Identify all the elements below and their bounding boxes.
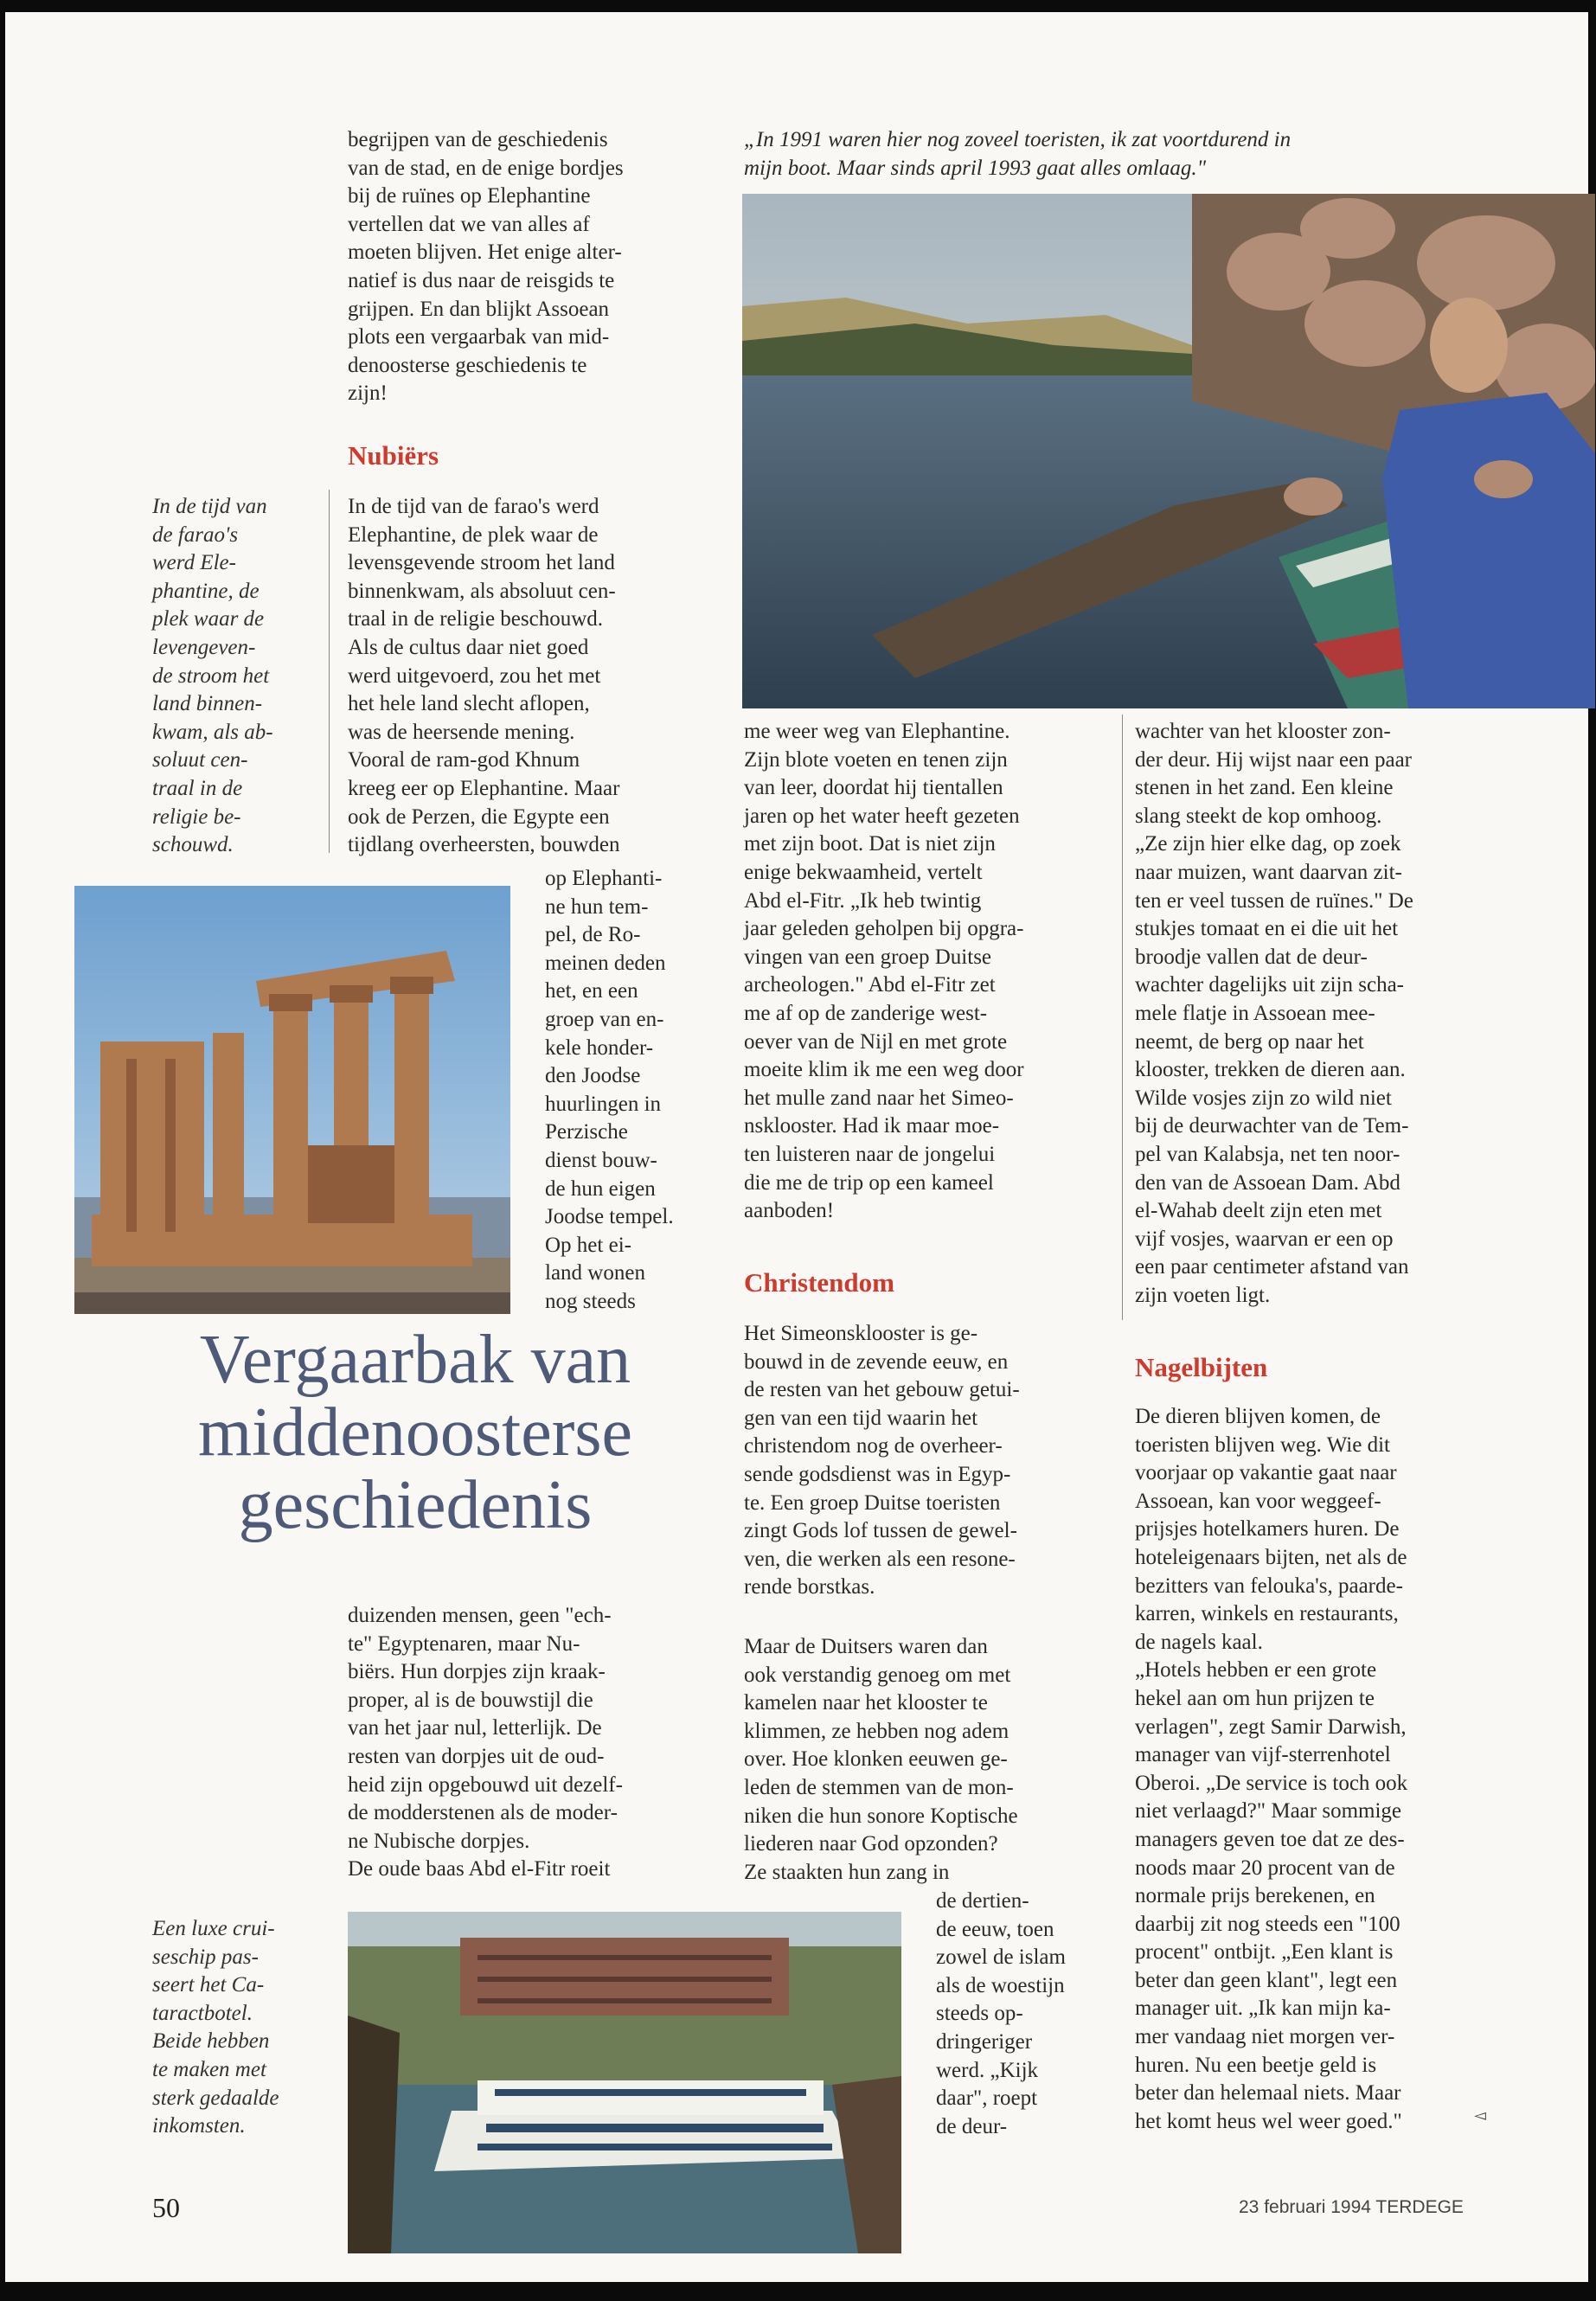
page-number: 50 xyxy=(152,2192,180,2223)
col1d-line: biërs. Hun dorpjes zijn kraak- xyxy=(348,1660,606,1684)
col1c-line: ne hun tem- xyxy=(545,894,649,919)
column-1-intro xyxy=(348,126,711,408)
boatman-illustration xyxy=(742,194,1595,708)
col3b-line: Assoean, kan voor weggeef- xyxy=(1135,1489,1381,1513)
col1b-line: werd uitgevoerd, zou het met xyxy=(348,663,601,688)
col3b-line: bezitters van felouka's, paarde- xyxy=(1135,1574,1403,1598)
cruise-ship-illustration xyxy=(348,1912,901,2253)
col3b-line: huren. Nu een beetje geld is xyxy=(1135,2053,1377,2077)
col2d-line: zowel de islam xyxy=(936,1945,1066,1970)
col1b-line: binnenkwam, als absoluut cen- xyxy=(348,579,616,603)
col1d-line: van het jaar nul, letterlijk. De xyxy=(348,1716,602,1740)
col1c-line: groep van en- xyxy=(545,1007,664,1031)
col1d-line: proper, al is de bouwstijl die xyxy=(348,1688,593,1712)
col3a-line: ten er veel tussen de ruïnes." De xyxy=(1135,888,1413,913)
col3b-line: voorjaar op vakantie gaat naar xyxy=(1135,1461,1397,1485)
col3a-line: der deur. Hij wijst naar een paar xyxy=(1135,747,1413,772)
col1b-line: In de tijd van de farao's werd xyxy=(348,495,599,518)
col3b-line: manager van vijf-sterrenhotel xyxy=(1135,1743,1391,1767)
side1-line: levengeven- xyxy=(152,635,256,659)
col1c-line: Joodse tempel. xyxy=(545,1205,674,1229)
col3a-line: broodje vallen dat de deur- xyxy=(1135,945,1368,969)
col2c-line: Maar de Duitsers waren dan xyxy=(744,1635,988,1658)
col2b-line: te. Een groep Duitse toeristen xyxy=(744,1490,1001,1515)
col2a-line: ten luisteren naar de jongelui xyxy=(744,1142,996,1166)
col1c-line: huurlingen in xyxy=(545,1092,662,1116)
col1a-line: natief is dus naar de reisgids te xyxy=(348,268,615,292)
col2b-line: bouwd in de zevende eeuw, en xyxy=(744,1349,1009,1374)
column-2-text xyxy=(744,718,1107,1226)
col3a-line: zijn voeten ligt. xyxy=(1135,1283,1271,1307)
col2d-line: de deur- xyxy=(936,2114,1008,2138)
col2b-line: rende borstkas. xyxy=(744,1575,875,1599)
side2-line: te maken met xyxy=(152,2057,266,2081)
col2b-line: zingt Gods lof tussen de gewel- xyxy=(744,1519,1017,1543)
col2a-line: aanboden! xyxy=(744,1199,835,1223)
col3b-line: mer vandaag niet morgen ver- xyxy=(1135,2025,1395,2049)
headline xyxy=(130,1324,701,1541)
col1d-line: De oude baas Abd el-Fitr roeit xyxy=(348,1857,611,1881)
col2a-line: jaar geleden geholpen bij opgra- xyxy=(744,917,1024,941)
col3a-line: wachter dagelijks uit zijn scha- xyxy=(1135,973,1404,997)
col2a-line: Zijn blote voeten en tenen zijn xyxy=(744,747,1008,772)
col1c-line: pel, de Ro- xyxy=(545,923,641,947)
footer-issue-date: 23 februari 1994 TERDEGE xyxy=(1239,2197,1464,2217)
col1c-line: Op het ei- xyxy=(545,1233,631,1257)
scan-edge-left xyxy=(0,0,5,2301)
col2a-line: met zijn boot. Dat is niet zijn xyxy=(744,832,996,856)
scan-edge-top xyxy=(0,0,1596,12)
col2b-line: gen van een tijd waarin het xyxy=(744,1406,978,1430)
col3b-line: beter dan helemaal niets. Maar xyxy=(1135,2081,1401,2106)
col1b-line: het hele land slecht aflopen, xyxy=(348,692,590,716)
col2a-line: moeite klim ik me een weg door xyxy=(744,1058,1024,1082)
col2c-line: kamelen naar het klooster te xyxy=(744,1691,988,1715)
temple-illustration xyxy=(74,886,510,1314)
col3b-line: beter dan geen klant", legt een xyxy=(1135,1968,1398,1992)
col2c-line: klimmen, ze hebben nog adem xyxy=(744,1719,1010,1743)
col1d-line: te" Egyptenaren, maar Nu- xyxy=(348,1631,580,1656)
col2a-line: me weer weg van Elephantine. xyxy=(744,720,1010,743)
col3b-line: toeristen blijven weg. Wie dit xyxy=(1135,1433,1390,1457)
col1c-line: het, en een xyxy=(545,979,638,1003)
col2c-line: ook verstandig genoeg om met xyxy=(744,1663,1011,1687)
column-3-nagelbijten xyxy=(1135,1403,1498,2136)
col2a-line: jaren op het water heeft gezeten xyxy=(744,804,1020,828)
col1a-line: bij de ruïnes op Elephantine xyxy=(348,184,591,208)
col2a-line: enige bekwaamheid, vertelt xyxy=(744,860,983,884)
headline-line: Vergaarbak van xyxy=(199,1322,631,1398)
col1c-line: Perzische xyxy=(545,1120,628,1144)
col1b-line: Vooral de ram-god Khnum xyxy=(348,748,580,772)
col1d-line: ne Nubische dorpjes. xyxy=(348,1829,530,1853)
column-1-wrap xyxy=(545,865,718,1317)
col2d-line: daar", roept xyxy=(936,2086,1038,2111)
col3a-line: el-Wahab deelt zijn eten met xyxy=(1135,1199,1382,1223)
col3b-line: De dieren blijven komen, de xyxy=(1135,1405,1381,1428)
col3a-line: mele flatje in Assoean mee- xyxy=(1135,1001,1375,1025)
side1-line: plek waar de xyxy=(152,607,265,631)
col1b-line: ook de Perzen, die Egypte een xyxy=(348,804,610,829)
col3b-line: procent" ontbijt. „Een klant is xyxy=(1135,1940,1394,1965)
col2c-line: niken die hun sonore Koptische xyxy=(744,1804,1018,1828)
col2b-line: sende godsdienst was in Egyp- xyxy=(744,1462,1011,1486)
col3b-line: karren, winkels en restaurants, xyxy=(1135,1602,1399,1626)
col3b-line: hekel aan om hun prijzen te xyxy=(1135,1686,1375,1710)
col1a-line: begrijpen van de geschiedenis xyxy=(348,128,608,151)
side1-line: traal in de xyxy=(152,776,243,800)
subheading-nubiers: Nubiërs xyxy=(348,440,439,471)
side1-line: kwam, als ab- xyxy=(152,720,273,744)
col1a-line: denoosterse geschiedenis te xyxy=(348,353,587,377)
col2b-line: ven, die werken als een resone- xyxy=(744,1547,1016,1571)
col2b-line: Het Simeonsklooster is ge- xyxy=(744,1322,978,1345)
side2-line: sterk gedaalde xyxy=(152,2086,279,2110)
col3a-line: naar muizen, want daarvan zit- xyxy=(1135,860,1402,884)
col1d-line: resten van dorpjes uit de oud- xyxy=(348,1744,605,1768)
col3a-line: neemt, de berg op naar het xyxy=(1135,1029,1364,1054)
side1-line: schouwd. xyxy=(152,833,234,857)
side1-line: soluut cen- xyxy=(152,748,248,772)
col1c-line: meinen deden xyxy=(545,951,666,975)
side1-line: werd Ele- xyxy=(152,551,236,575)
sidebar-quote-1 xyxy=(152,493,325,860)
column-1-nubiers xyxy=(348,493,711,860)
col2a-line: Abd el-Fitr. „Ik heb twintig xyxy=(744,888,982,913)
col2a-line: die me de trip op een kameel xyxy=(744,1170,994,1195)
side1-line: In de tijd van xyxy=(152,495,267,518)
col3b-line: prijsjes hotelkamers huren. De xyxy=(1135,1517,1400,1541)
col1a-line: vertellen dat we van alles af xyxy=(348,212,590,236)
col1b-line: levensgevende stroom het land xyxy=(348,551,615,575)
column-3-text xyxy=(1135,718,1498,1310)
col2a-line: het mulle zand naar het Simeo- xyxy=(744,1086,1014,1110)
temple-photo xyxy=(74,886,510,1314)
col1d-line: heid zijn opgebouwd uit dezelf- xyxy=(348,1772,623,1797)
col3a-line: den van de Assoean Dam. Abd xyxy=(1135,1170,1401,1195)
col3a-line: een paar centimeter afstand van xyxy=(1135,1255,1409,1279)
col1c-line: nog steeds xyxy=(545,1289,636,1313)
sidebar-rule-1 xyxy=(329,490,330,853)
col3a-line: klooster, trekken de dieren aan. xyxy=(1135,1058,1406,1082)
col2d-line: dringeriger xyxy=(936,2029,1033,2054)
side2-line: Beide hebben xyxy=(152,2029,270,2054)
col3b-line: verlagen", zegt Samir Darwish, xyxy=(1135,1715,1407,1739)
col1a-line: moeten blijven. Het enige alter- xyxy=(348,240,622,265)
col3a-line: slang steekt de kop omhoog. xyxy=(1135,804,1382,828)
headline-line: geschiedenis xyxy=(238,1467,593,1543)
col1c-line: op Elephanti- xyxy=(545,867,663,890)
col3a-line: bij de deurwachter van de Tem- xyxy=(1135,1114,1409,1138)
col3b-line: normale prijs berekenen, en xyxy=(1135,1884,1375,1908)
side1-line: land binnen- xyxy=(152,692,263,716)
col2d-line: als de woestijn xyxy=(936,1973,1065,1997)
col2a-line: me af op de zanderige west- xyxy=(744,1001,988,1025)
col1b-line: Elephantine, de plek waar de xyxy=(348,522,599,547)
col2d-line: steeds op- xyxy=(936,2002,1023,2026)
col1d-line: de modderstenen als de moder- xyxy=(348,1801,618,1825)
subheading-nagelbijten: Nagelbijten xyxy=(1135,1352,1268,1382)
col3b-line: daarbij zit nog steeds een "100 xyxy=(1135,1912,1401,1936)
col2c-line: liederen naar God opzonden? xyxy=(744,1832,998,1856)
col3b-line: Oberoi. „De service is toch ook xyxy=(1135,1771,1408,1795)
boatman-photo xyxy=(742,194,1595,708)
col2a-line: oever van de Nijl en met grote xyxy=(744,1029,1008,1054)
column-1-continued xyxy=(348,1602,711,1884)
col1c-line: kele honder- xyxy=(545,1035,654,1060)
col2d-line: werd. „Kijk xyxy=(936,2058,1039,2082)
side1-line: religie be- xyxy=(152,804,241,829)
col3a-line: pel van Kalabsja, net ten noor- xyxy=(1135,1142,1401,1166)
col3b-line: noods maar 20 procent van de xyxy=(1135,1856,1395,1880)
side2-line: Een luxe crui- xyxy=(152,1917,275,1940)
col1c-line: den Joodse xyxy=(545,1064,641,1088)
col3a-line: stenen in het zand. Een kleine xyxy=(1135,776,1394,800)
col1a-line: plots een vergaarbak van mid- xyxy=(348,325,610,349)
column-rule-3 xyxy=(1122,715,1123,1320)
side2-line: taractbotel. xyxy=(152,2001,253,2025)
col3a-line: Wilde vosjes zijn zo wild niet xyxy=(1135,1086,1392,1110)
col1a-line: zijn! xyxy=(348,381,388,406)
col3a-line: „Ze zijn hier elke dag, op zoek xyxy=(1135,832,1401,856)
side2-line: inkomsten. xyxy=(152,2114,246,2138)
col2c-line: over. Hoe klonken eeuwen ge- xyxy=(744,1747,1008,1772)
col3a-line: vijf vosjes, waarvan er een op xyxy=(1135,1227,1394,1251)
col2a-line: van leer, doordat hij tientallen xyxy=(744,776,1003,800)
col3b-line: de nagels kaal. xyxy=(1135,1630,1263,1654)
scan-edge-bottom xyxy=(0,2282,1596,2301)
pull-quote xyxy=(744,126,1574,183)
headline-line: middenoosterse xyxy=(197,1394,633,1471)
col2b-line: christendom nog de overheer- xyxy=(744,1434,1003,1458)
col1b-line: kreeg eer op Elephantine. Maar xyxy=(348,776,620,800)
column-2-christendom xyxy=(744,1320,1107,1602)
col1c-line: land wonen xyxy=(545,1261,645,1285)
col1d-line: duizenden mensen, geen "ech- xyxy=(348,1604,612,1627)
quote-line: „In 1991 waren hier nog zoveel toeristen, ik zat voortdurend in xyxy=(744,128,1292,151)
col2d-line: de dertien- xyxy=(936,1889,1029,1913)
col3b-line: het komt heus wel weer goed." xyxy=(1135,2109,1402,2133)
sidebar-quote-2 xyxy=(152,1915,325,2141)
cruise-ship-photo xyxy=(348,1912,901,2253)
side2-line: seschip pas- xyxy=(152,1945,259,1969)
column-2-continued xyxy=(744,1633,1107,1887)
side1-line: phantine, de xyxy=(152,579,260,603)
col2a-line: nsklooster. Had ik maar moe- xyxy=(744,1114,1000,1138)
col3b-line: niet verlaagd?" Maar sommige xyxy=(1135,1799,1402,1823)
subheading-christendom: Christendom xyxy=(744,1267,894,1298)
end-of-article-icon: ◅ xyxy=(1474,2106,1486,2124)
side1-line: de farao's xyxy=(152,522,239,547)
side2-line: seert het Ca- xyxy=(152,1973,265,1997)
col1b-line: traal in de religie beschouwd. xyxy=(348,607,604,631)
col1a-line: van de stad, en de enige bordjes xyxy=(348,156,624,180)
col2c-line: Ze staakten hun zang in xyxy=(744,1860,950,1884)
col2a-line: vingen van een groep Duitse xyxy=(744,945,992,969)
col2b-line: de resten van het gebouw getui- xyxy=(744,1378,1020,1402)
col3b-line: managers geven toe dat ze des- xyxy=(1135,1827,1405,1851)
col2d-line: de eeuw, toen xyxy=(936,1917,1054,1941)
col3b-line: manager uit. „Ik kan mijn ka- xyxy=(1135,1997,1391,2021)
col1b-line: Als de cultus daar niet goed xyxy=(348,635,589,659)
quote-line: mijn boot. Maar sinds april 1993 gaat alles omlaag." xyxy=(744,156,1207,180)
col2a-line: archeologen." Abd el-Fitr zet xyxy=(744,973,996,997)
side1-line: de stroom het xyxy=(152,663,270,688)
col1c-line: dienst bouw- xyxy=(545,1148,657,1172)
column-2-wrap xyxy=(936,1888,1118,2141)
col3b-line: „Hotels hebben er een grote xyxy=(1135,1658,1377,1682)
col1c-line: de hun eigen xyxy=(545,1176,656,1201)
col3b-line: hoteleigenaars bijten, net als de xyxy=(1135,1545,1407,1569)
col1a-line: grijpen. En dan blijkt Assoean xyxy=(348,297,610,321)
col3a-line: wachter van het klooster zon- xyxy=(1135,720,1391,743)
col2c-line: leden de stemmen van de mon- xyxy=(744,1775,1014,1799)
col3a-line: stukjes tomaat en ei die uit het xyxy=(1135,917,1399,941)
col1b-line: was de heersende mening. xyxy=(348,720,575,744)
col1b-line: tijdlang overheersten, bouwden xyxy=(348,833,620,857)
